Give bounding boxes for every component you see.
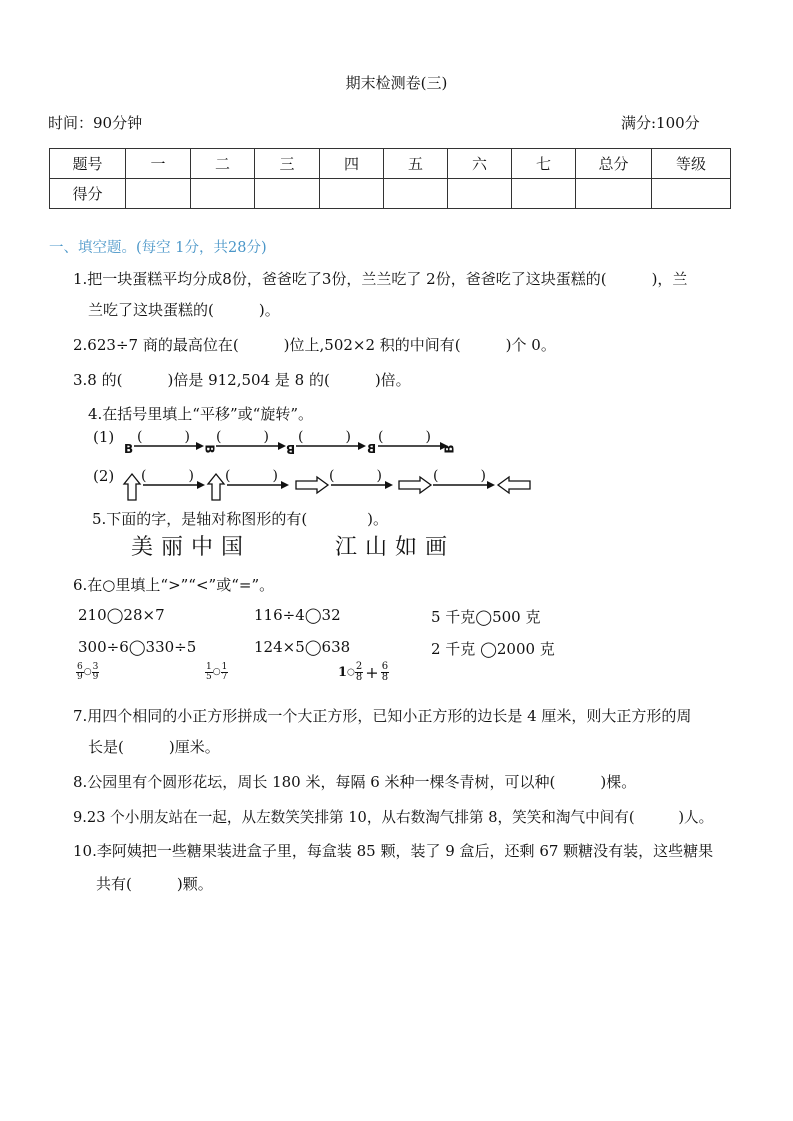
full-score: 满分:100分 xyxy=(621,114,700,132)
question-6: 6.在○里填上“>”“<”或“=”。 xyxy=(73,576,275,594)
fraction-denominator: 7 xyxy=(221,671,228,682)
left-arrow-shape-icon xyxy=(497,476,531,494)
section-title: 一、填空题。(每空 1分，共28分) xyxy=(49,240,267,256)
exam-time: 时间：90分钟 xyxy=(48,114,143,132)
header-cell-7: 七 xyxy=(512,149,576,179)
score-table xyxy=(49,148,731,209)
fraction-denominator: 8 xyxy=(381,672,389,683)
right-arrow-shape-icon xyxy=(295,476,329,494)
blank-3: ( ) xyxy=(298,429,351,445)
blank-8: ( ) xyxy=(433,468,486,484)
arrow-icon xyxy=(378,442,448,450)
question-1-line1: 1.把一块蛋糕平均分成8份，爸爸吃了3份，兰兰吃了 2份，爸爸吃了这块蛋糕的( )，兰 xyxy=(73,270,688,288)
row-2-label: (2) xyxy=(93,467,115,485)
compare-circle: ○ xyxy=(212,667,221,677)
whole-number: 1 xyxy=(338,665,348,680)
arrow-icon xyxy=(433,481,495,489)
score-cell[interactable] xyxy=(448,179,512,209)
question-4-row-2 xyxy=(93,465,543,501)
question-8: 8.公园里有个圆形花坛，周长 180 米，每隔 6 米种一棵冬青树，可以种( )棵。 xyxy=(73,773,637,791)
score-cell[interactable] xyxy=(652,179,731,209)
score-table-header-row xyxy=(50,149,731,179)
page-title: 期末检测卷(三) xyxy=(345,74,448,92)
row-1-label: (1) xyxy=(93,428,115,446)
score-cell[interactable] xyxy=(191,179,255,209)
fraction-compare-3 xyxy=(338,662,389,683)
score-table-score-row xyxy=(50,179,731,209)
question-9: 9.23 个小朋友站在一起，从左数笑笑排第 10，从右数淘气排第 8，笑笑和淘气中间有( )人。 xyxy=(73,809,714,826)
question-4: 4.在括号里填上“平移”或“旋转”。 xyxy=(88,405,313,423)
fraction-numerator: 1 xyxy=(206,661,212,672)
fraction-compare-2 xyxy=(205,662,228,682)
fraction-numerator: 6 xyxy=(381,661,389,672)
question-10-line2: 共有( )颗。 xyxy=(96,875,213,893)
up-arrow-shape-icon xyxy=(123,473,141,501)
blank-7: ( ) xyxy=(329,468,382,484)
question-5-chars-2: 江山如画 xyxy=(335,535,456,560)
compare-item: 300÷6◯330÷5 xyxy=(78,638,197,656)
header-cell-2: 二 xyxy=(191,149,255,179)
question-3: 3.8 的( )倍是 912,504 是 8 的( )倍。 xyxy=(73,371,411,389)
compare-item: 5 千克◯500 克 xyxy=(431,608,541,626)
fraction-denominator: 9 xyxy=(92,671,99,682)
compare-item: 2 千克 ◯2000 克 xyxy=(431,640,555,658)
arrow-icon xyxy=(134,442,204,450)
blank-5: ( ) xyxy=(141,468,194,484)
header-cell-1: 一 xyxy=(126,149,191,179)
question-2: 2.623÷7 商的最高位在( )位上,502×2 积的中间有( )个 0。 xyxy=(73,336,556,354)
header-cell-3: 三 xyxy=(255,149,320,179)
question-7-line1: 7.用四个相同的小正方形拼成一个大正方形，已知小正方形的边长是 4 厘米，则大正方形的周 xyxy=(73,707,692,725)
arrow-icon xyxy=(216,442,286,450)
compare-item: 210◯28×7 xyxy=(78,606,165,624)
question-4-row-1 xyxy=(93,428,473,458)
compare-circle: ○ xyxy=(347,667,355,678)
question-1-line2: 兰吃了这块蛋糕的( )。 xyxy=(88,301,280,319)
score-row-label: 得分 xyxy=(50,179,126,209)
blank-4: ( ) xyxy=(378,429,431,445)
letter-b-rotated-90: B xyxy=(202,444,217,454)
blank-2: ( ) xyxy=(216,429,269,445)
arrow-icon xyxy=(296,442,366,450)
score-cell[interactable] xyxy=(576,179,652,209)
up-arrow-shape-icon xyxy=(207,473,225,501)
compare-circle: ○ xyxy=(83,667,92,677)
plus-sign: + xyxy=(365,663,379,682)
question-5-chars-1: 美丽中国 xyxy=(131,535,252,560)
header-cell-4: 四 xyxy=(320,149,384,179)
compare-item: 124×5◯638 xyxy=(254,638,351,656)
letter-b-upright: B xyxy=(124,442,134,456)
fraction-denominator: 5 xyxy=(206,671,212,682)
question-7-line2: 长是( )厘米。 xyxy=(88,738,220,756)
score-cell[interactable] xyxy=(320,179,384,209)
right-arrow-shape-icon xyxy=(398,476,432,494)
fraction-numerator: 1 xyxy=(221,661,228,672)
blank-6: ( ) xyxy=(225,468,278,484)
header-cell-grade: 等级 xyxy=(652,149,731,179)
score-cell[interactable] xyxy=(126,179,191,209)
fraction-denominator: 8 xyxy=(355,672,363,683)
compare-item: 116÷4◯32 xyxy=(254,606,341,624)
fraction-numerator: 3 xyxy=(92,661,99,672)
arrow-icon xyxy=(331,481,393,489)
score-cell[interactable] xyxy=(255,179,320,209)
fraction-numerator: 6 xyxy=(77,661,83,672)
letter-b-rotated-180: B xyxy=(286,442,296,456)
fraction-compare-1 xyxy=(76,662,99,682)
score-cell[interactable] xyxy=(384,179,448,209)
arrow-icon xyxy=(227,481,289,489)
score-cell[interactable] xyxy=(512,179,576,209)
header-cell-6: 六 xyxy=(448,149,512,179)
letter-b-mirrored: B xyxy=(367,442,377,456)
header-cell-label: 题号 xyxy=(50,149,126,179)
question-5: 5.下面的字，是轴对称图形的有( )。 xyxy=(92,510,389,528)
letter-b-rotated-270: B xyxy=(442,444,457,454)
header-cell-total: 总分 xyxy=(576,149,652,179)
fraction-denominator: 9 xyxy=(77,671,83,682)
header-cell-5: 五 xyxy=(384,149,448,179)
arrow-icon xyxy=(143,481,205,489)
question-10-line1: 10.李阿姨把一些糖果装进盒子里，每盒装 85 颗，装了 9 盒后，还剩 67 颗糖没有装，这些糖果 xyxy=(73,842,714,860)
blank-1: ( ) xyxy=(137,429,190,445)
fraction-numerator: 2 xyxy=(355,661,363,672)
